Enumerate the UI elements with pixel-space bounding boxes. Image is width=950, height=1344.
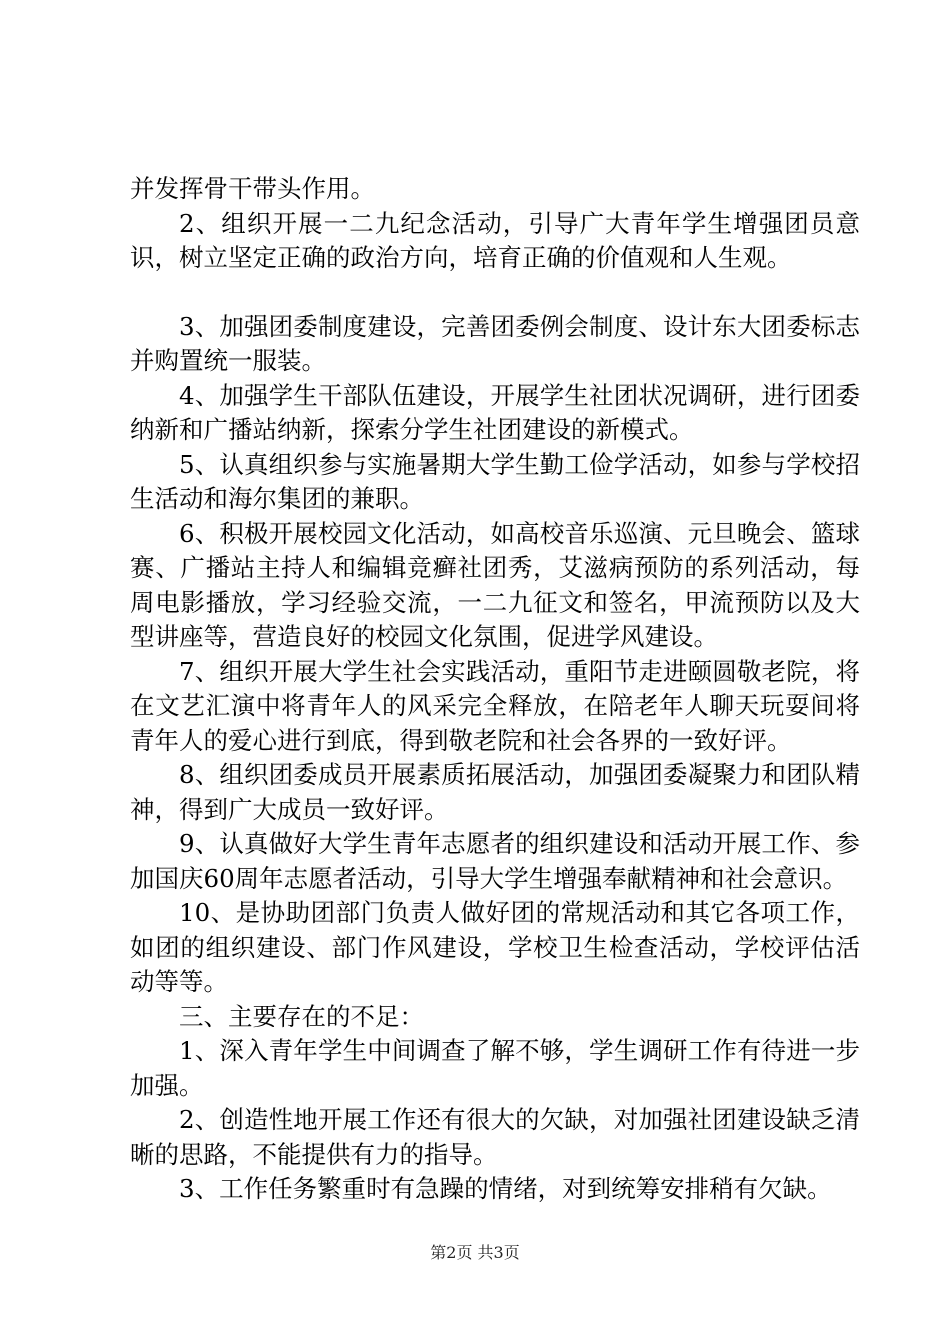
document-body [130, 172, 860, 1207]
paragraph: 2、创造性地开展工作还有很大的欠缺，对加强社团建设缺乏清晰的思路，不能提供有力的指导。 [130, 1105, 860, 1169]
section-heading: 三、主要存在的不足： [179, 1001, 424, 1031]
paragraph: 并发挥骨干带头作用。 [130, 174, 375, 203]
paragraph: 3、加强团委制度建设，完善团委例会制度、设计东大团委标志并购置统一服装。 [130, 311, 860, 375]
paragraph: 3、工作任务繁重时有急躁的情绪，对到统筹安排稍有欠缺。 [179, 1174, 832, 1203]
paragraph: 7、组织开展大学生社会实践活动，重阳节走进颐圆敬老院，将在文艺汇演中将青年人的风采完全释放，在陪老年人聊天玩耍间将青年人的爱心进行到底，得到敬老院和社会各界的一致好评。 [130, 656, 860, 755]
paragraph: 8、组织团委成员开展素质拓展活动，加强团委凝聚力和团队精神，得到广大成员一致好评。 [130, 760, 860, 824]
paragraph: 9、认真做好大学生青年志愿者的组织建设和活动开展工作、参加国庆60周年志愿者活动，引导大学生增强奉献精神和社会意识。 [130, 829, 860, 893]
paragraph: 6、积极开展校园文化活动，如高校音乐巡演、元旦晚会、篮球赛、广播站主持人和编辑竞癣社团秀，艾滋病预防的系列活动，每周电影播放，学习经验交流，一二九征文和签名，甲流预防以及大型讲座等，营造良好的校园文化氛围，促进学风建设。 [130, 518, 860, 651]
paragraph: 2、组织开展一二九纪念活动，引导广大青年学生增强团员意识，树立坚定正确的政治方向，培育正确的价值观和人生观。 [130, 208, 860, 272]
paragraph: 5、认真组织参与实施暑期大学生勤工俭学活动，如参与学校招生活动和海尔集团的兼职。 [130, 449, 860, 513]
paragraph: 10、是协助团部门负责人做好团的常规活动和其它各项工作，如团的组织建设、部门作风建设，学校卫生检查活动，学校评估活动等等。 [130, 898, 860, 996]
paragraph: 4、加强学生干部队伍建设，开展学生社团状况调研，进行团委纳新和广播站纳新，探索分学生社团建设的新模式。 [130, 380, 860, 444]
paragraph: 1、深入青年学生中间调查了解不够，学生调研工作有待进一步加强。 [130, 1036, 860, 1100]
page-number-footer: 第2页 共3页 [430, 1243, 520, 1262]
